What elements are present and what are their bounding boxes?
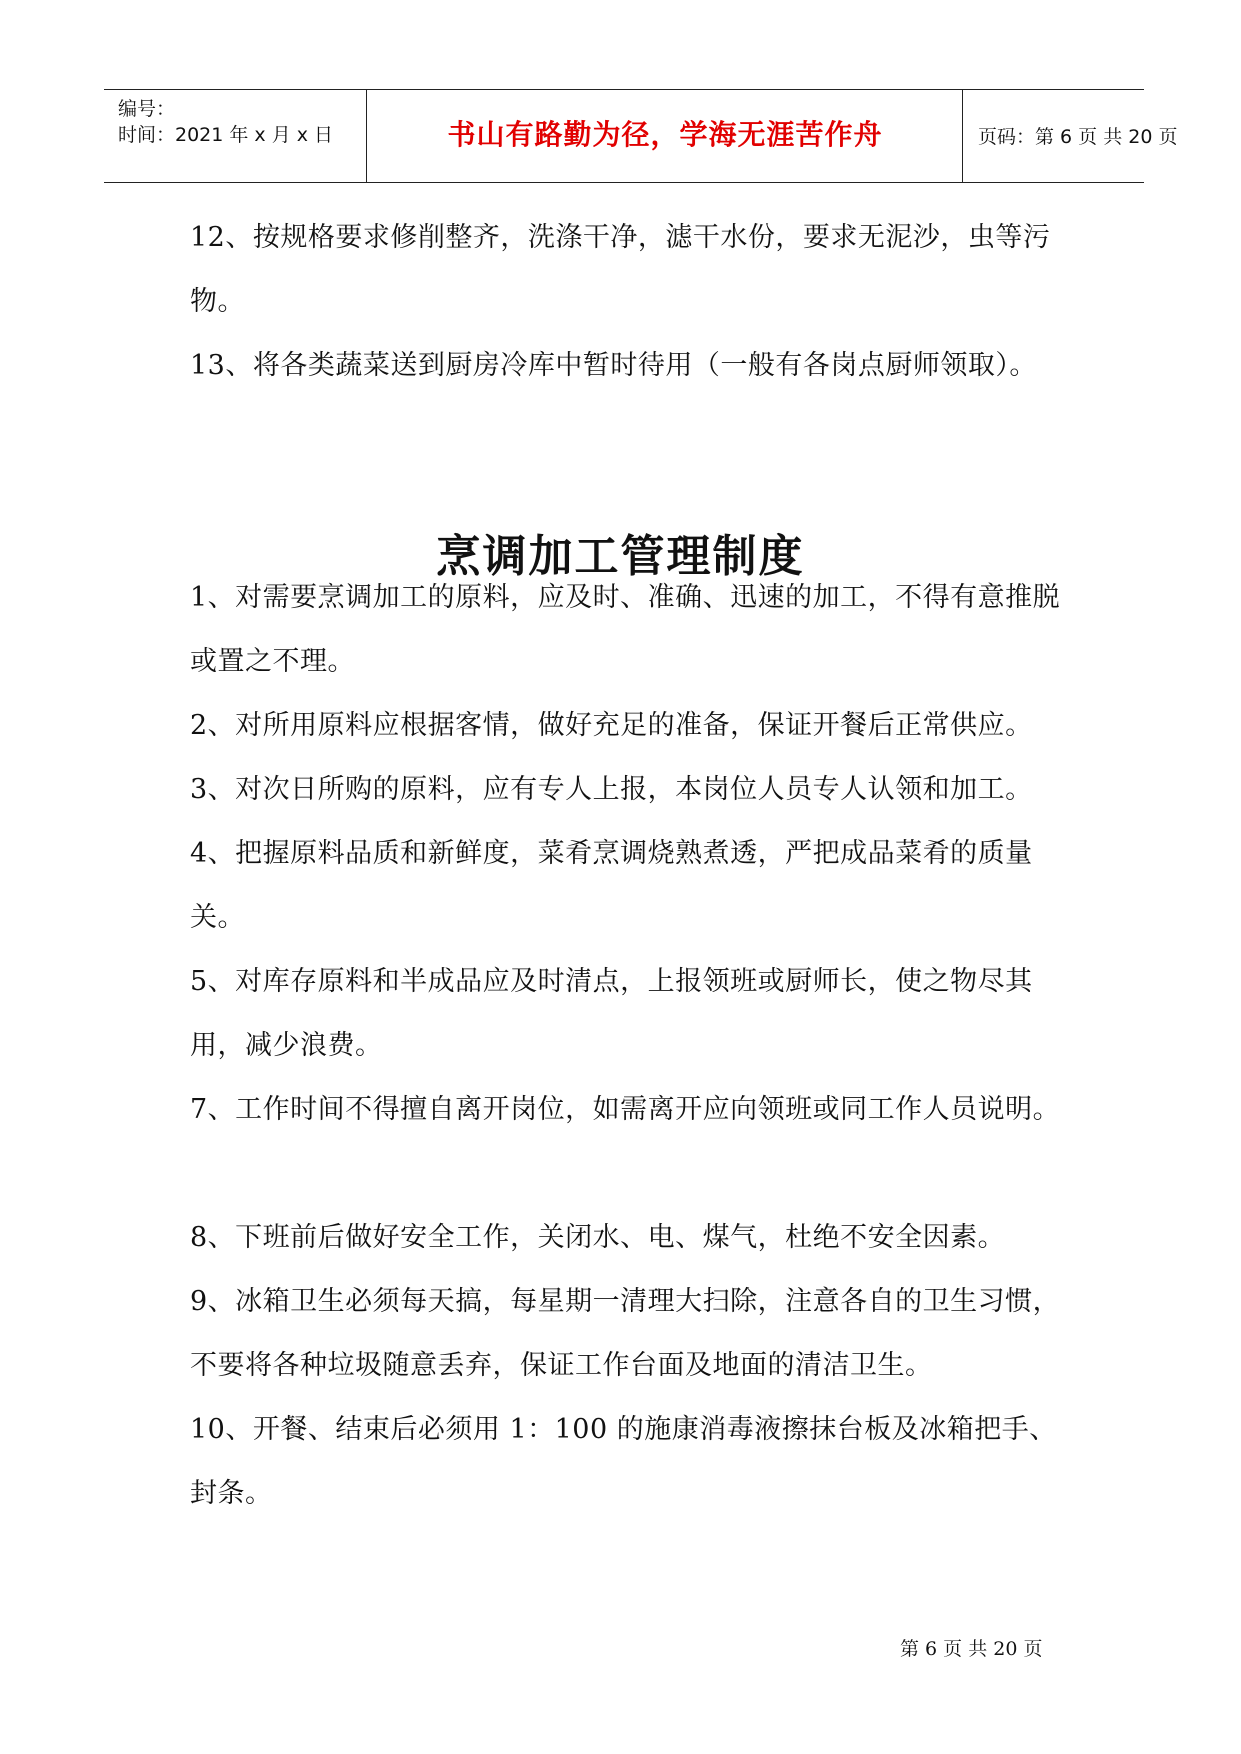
page-header bbox=[104, 89, 1178, 183]
header-motto-cell bbox=[368, 90, 962, 182]
list-item: 5、对库存原料和半成品应及时清点，上报领班或厨师长，使之物尽其用，减少浪费。 bbox=[190, 966, 1033, 1061]
section-title: 烹调加工管理制度 bbox=[436, 531, 805, 582]
list-item: 8、下班前后做好安全工作，关闭水、电、煤气，杜绝不安全因素。 bbox=[190, 1222, 1006, 1253]
header-divider bbox=[962, 90, 963, 182]
list-item: 1、对需要烹调加工的原料，应及时、准确、迅速的加工，不得有意推脱或置之不理。 bbox=[190, 582, 1061, 677]
list-item: 3、对次日所购的原料，应有专人上报，本岗位人员专人认领和加工。 bbox=[190, 774, 1033, 805]
paragraph: 13、将各类蔬菜送到厨房冷库中暂时待用（一般有各岗点厨师领取）。 bbox=[190, 350, 1037, 381]
header-page-cell bbox=[964, 90, 1178, 182]
header-motto: 书山有路勤为径，学海无涯苦作舟 bbox=[447, 118, 883, 151]
document-date-label: 时间：2021 年 x 月 x 日 bbox=[118, 124, 334, 146]
header-meta bbox=[104, 90, 366, 182]
paragraph: 12、按规格要求修削整齐，洗涤干净，滤干水份，要求无泥沙，虫等污物。 bbox=[190, 222, 1051, 317]
page-footer: 第 6 页 共 20 页 bbox=[900, 1638, 1043, 1660]
header-divider bbox=[366, 90, 367, 182]
list-item: 7、工作时间不得擅自离开岗位，如需离开应向领班或同工作人员说明。 bbox=[190, 1094, 1061, 1125]
list-item: 4、把握原料品质和新鲜度，菜肴烹调烧熟煮透，严把成品菜肴的质量关。 bbox=[190, 838, 1033, 933]
header-page-number: 页码：第 6 页 共 20 页 bbox=[978, 126, 1178, 148]
list-item: 10、开餐、结束后必须用 1：100 的施康消毒液擦抹台板及冰箱把手、封条。 bbox=[190, 1414, 1057, 1509]
document-number-label: 编号： bbox=[118, 98, 176, 120]
list-item: 9、冰箱卫生必须每天搞，每星期一清理大扫除，注意各自的卫生习惯，不要将各种垃圾随意丢弃，保证工作台面及地面的清洁卫生。 bbox=[190, 1286, 1061, 1381]
list-item: 2、对所用原料应根据客情，做好充足的准备，保证开餐后正常供应。 bbox=[190, 710, 1033, 741]
